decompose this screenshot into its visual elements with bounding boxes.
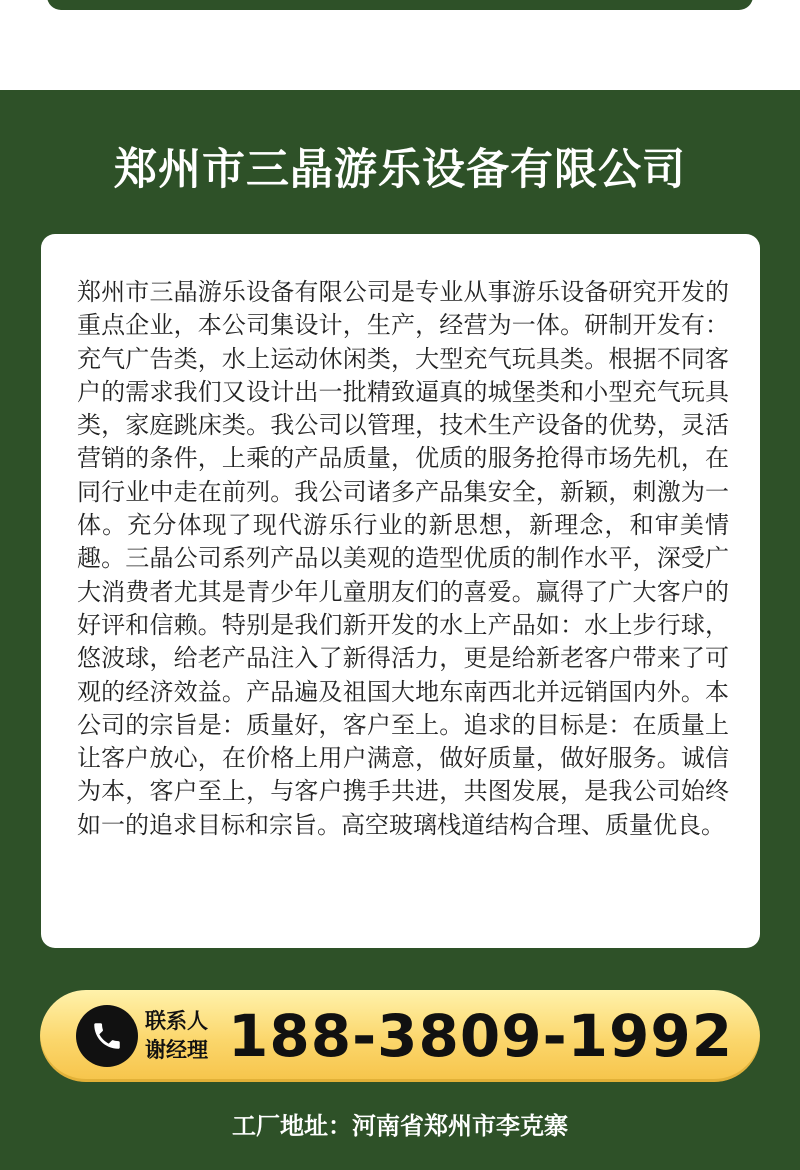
intro-card <box>41 234 760 948</box>
phone-icon <box>76 1005 138 1067</box>
intro-text: 郑州市三晶游乐设备有限公司是专业从事游乐设备研究开发的重点企业，本公司集设计，生产，经营为一体。研制开发有：充气广告类，水上运动休闲类，大型充气玩具类。根据不同客户的需求我们又设计出一批精致逼真的城堡类和小型充气玩具类，家庭跳床类。我公司以管理，技术生产设备的优势，灵活营销的条件，上乘的产品质量，优质的服务抢得市场先机，在同行业中走在前列。我公司诸多产品集安全，新颖，刺激为一体。充分体现了现代游乐行业的新思想，新理念，和审美情趣。三晶公司系列产品以美观的造型优质的制作水平，深受广大消费者尤其是青少年儿童朋友们的喜爱。赢得了广大客户的好评和信赖。特别是我们新开发的水上产品如：水上步行球，悠波球，给老产品注入了新得活力，更是给新老客户带来了可观的经济效益。产品遍及祖国大地东南西北并远销国内外。本公司的宗旨是：质量好，客户至上。追求的目标是：在质量上让客户放心，在价格上用户满意，做好质量，做好服务。诚信为本，客户至上，与客户携手共进，共图发展，是我公司始终如一的追求目标和宗旨。高空玻璃栈道结构合理、质量优良。 <box>77 278 729 839</box>
contact-phone-banner[interactable] <box>40 990 760 1082</box>
contact-label-line-1: 联系人 <box>145 1009 208 1033</box>
top-decorative-bar <box>47 0 753 10</box>
factory-address: 工厂地址：河南省郑州市李克寨 <box>232 1112 568 1140</box>
phone-number[interactable]: 188-3809-1992 <box>228 1002 734 1070</box>
contact-label <box>145 1007 225 1065</box>
company-title: 郑州市三晶游乐设备有限公司 <box>114 145 686 195</box>
contact-label-line-2: 谢经理 <box>145 1038 208 1062</box>
